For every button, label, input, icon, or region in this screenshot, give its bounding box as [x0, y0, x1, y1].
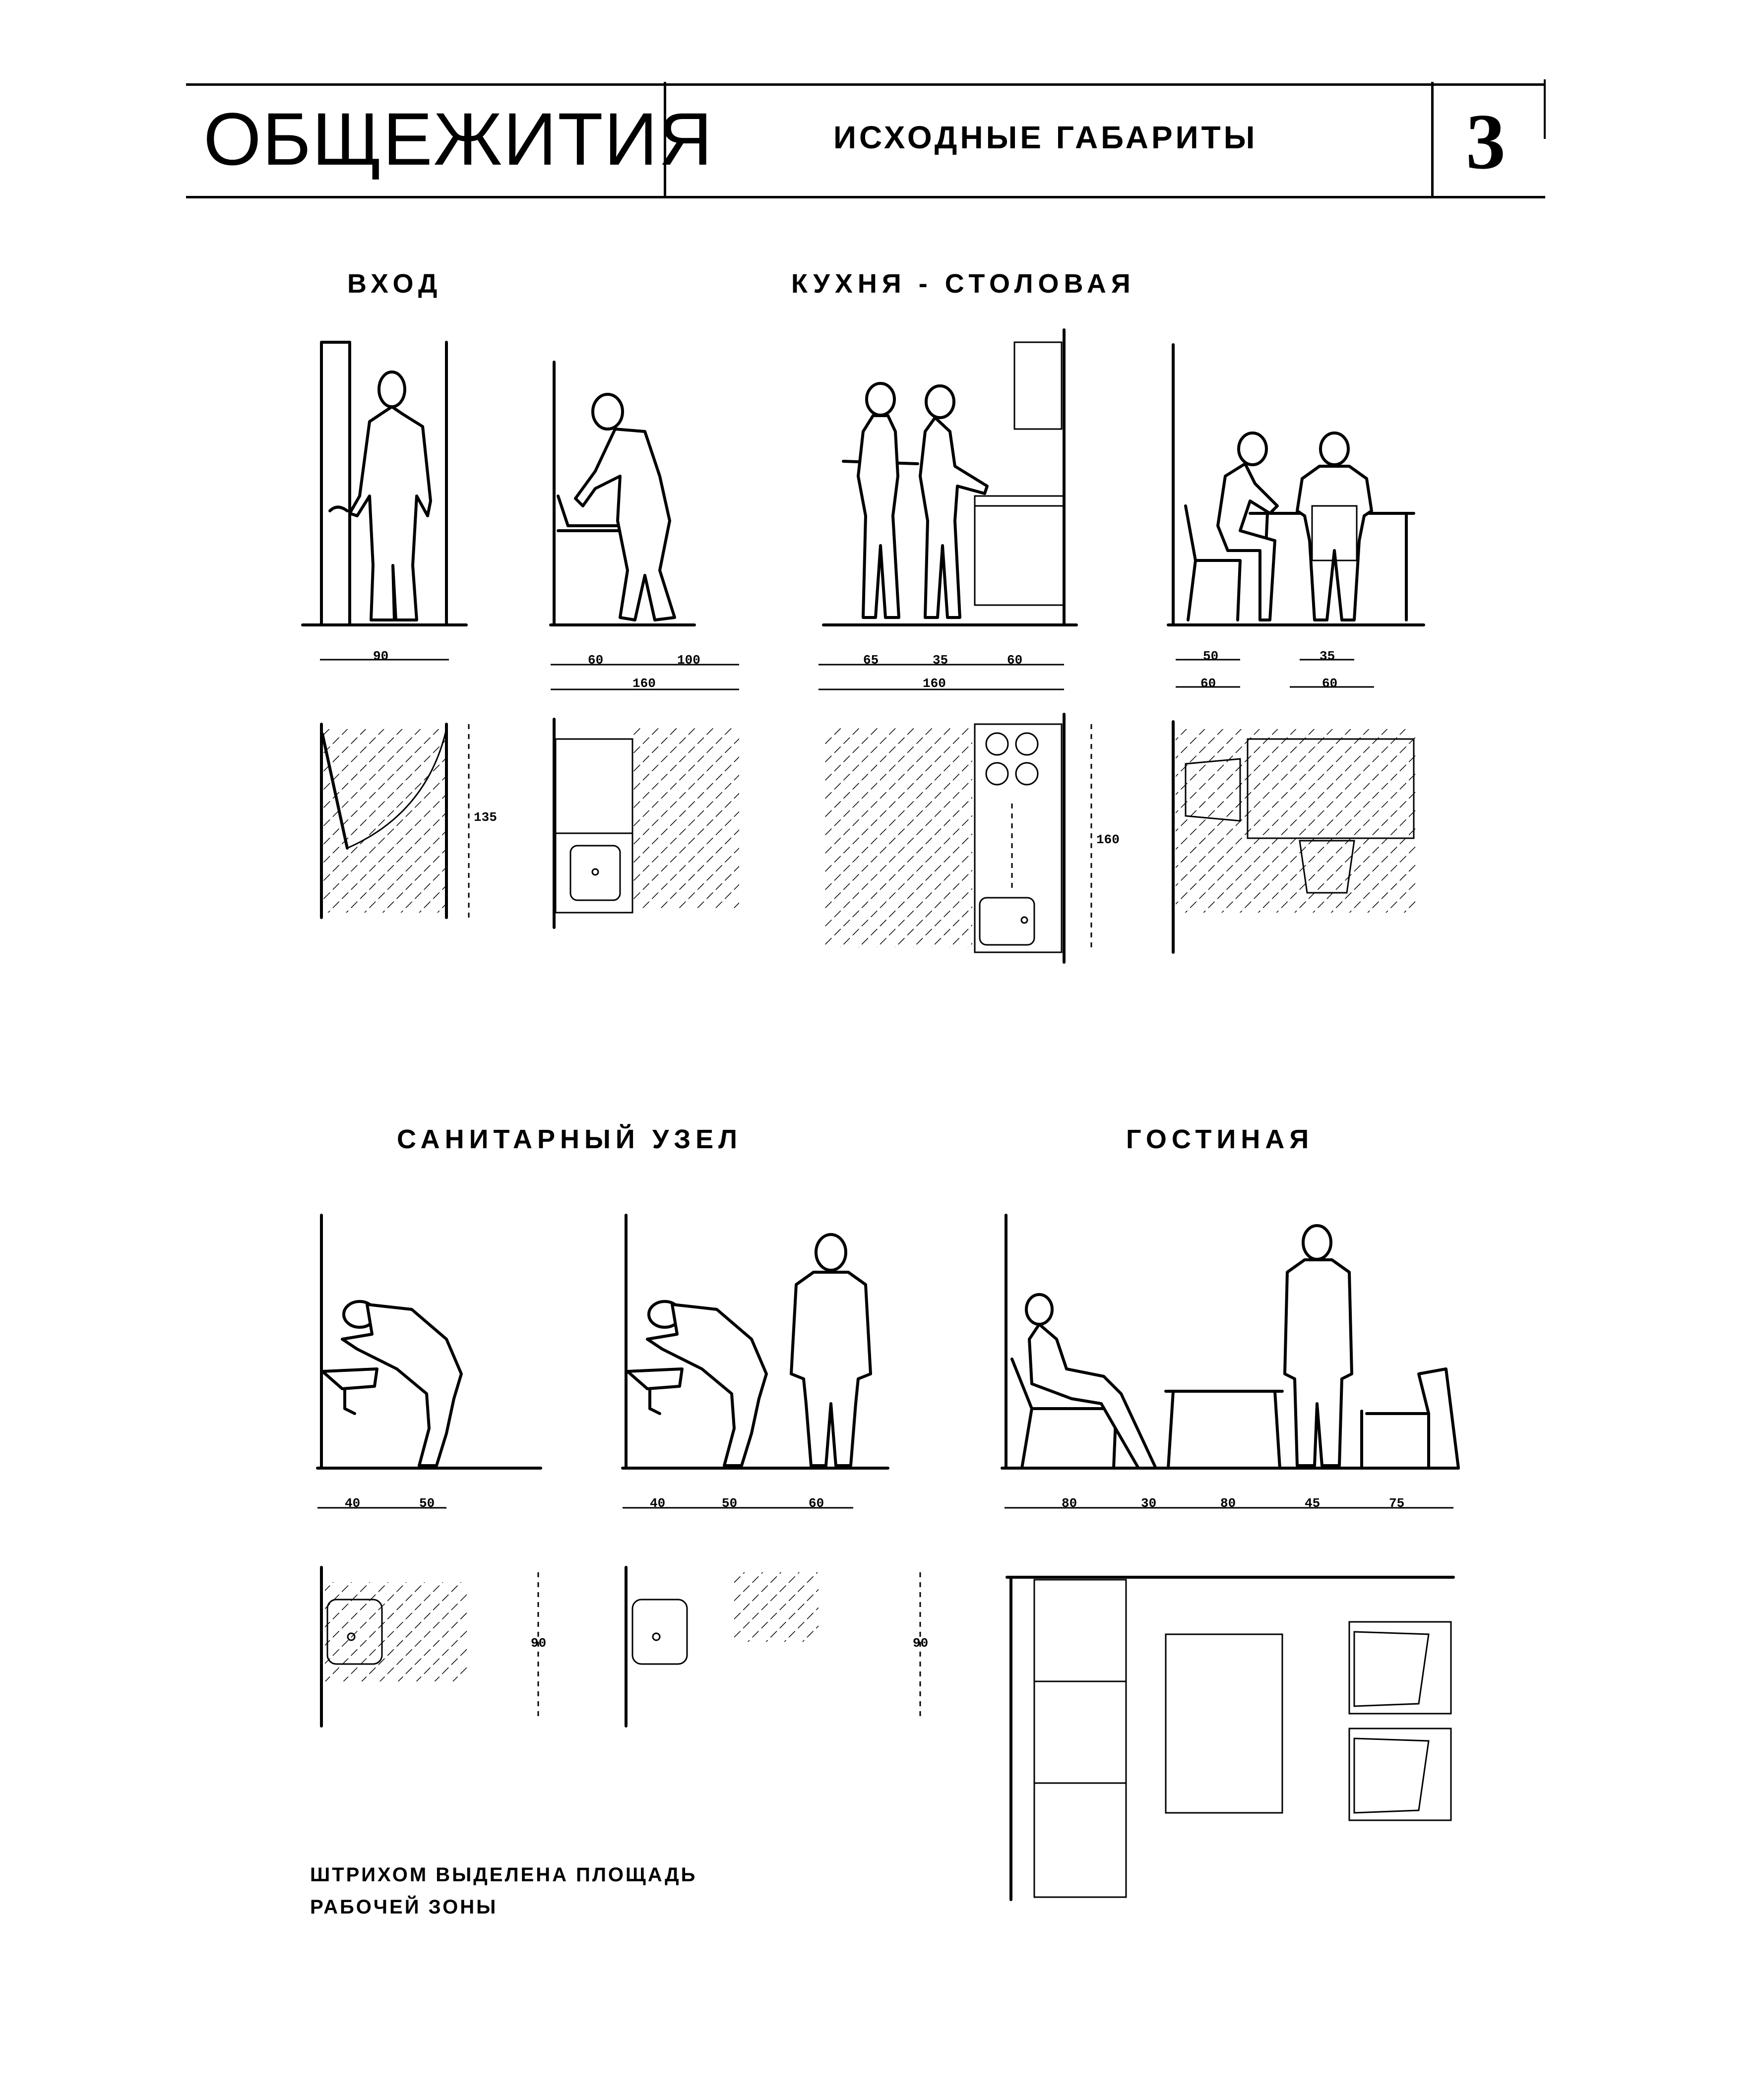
- dimension-label: 35: [1320, 649, 1335, 664]
- dimension-label: 50: [1203, 649, 1219, 664]
- standing-person-figure: [350, 372, 431, 620]
- washing-person-figure: [647, 1301, 766, 1466]
- dimension-label: 90: [913, 1636, 929, 1651]
- sanitary-plan-2: [626, 1567, 920, 1726]
- dimension-label: 160: [632, 676, 656, 691]
- sanitary-elevation-2: [623, 1215, 888, 1468]
- dimension-label: 90: [373, 649, 389, 664]
- dimension-label: 80: [1062, 1496, 1077, 1511]
- dimension-label: 30: [1141, 1496, 1157, 1511]
- dimension-label: 160: [1096, 832, 1120, 847]
- living-plan: [1007, 1577, 1453, 1900]
- section-label-sanitary: САНИТАРНЫЙ УЗЕЛ: [397, 1124, 743, 1154]
- dimension-label: 90: [531, 1636, 547, 1651]
- entrance-plan: [321, 724, 469, 918]
- dimension-label: 60: [1322, 676, 1338, 691]
- dimension-label: 35: [933, 653, 948, 668]
- dimension-label: 40: [650, 1496, 666, 1511]
- dimension-label: 60: [1200, 676, 1216, 691]
- dining-elevation: [1168, 345, 1424, 625]
- standing-person-back-figure: [791, 1235, 871, 1466]
- reclining-person-figure: [1026, 1295, 1156, 1468]
- dimension-label: 40: [345, 1496, 361, 1511]
- seated-person-figure: [1218, 433, 1277, 620]
- legend-note-line2: РАБОЧЕЙ ЗОНЫ: [310, 1896, 498, 1918]
- dimension-label: 100: [677, 653, 700, 668]
- section-label-living: ГОСТИНАЯ: [1126, 1124, 1314, 1154]
- entrance-elevation: [303, 342, 466, 625]
- section-label-entrance: ВХОД: [347, 269, 442, 299]
- section-label-kitchen: КУХНЯ - СТОЛОВАЯ: [791, 269, 1135, 299]
- living-elevation: [1002, 1215, 1458, 1468]
- washing-person-figure: [342, 1301, 461, 1466]
- kitchen-sink-elevation: [551, 362, 694, 625]
- dimension-label: 65: [863, 653, 879, 668]
- woman-cooking-figure: [920, 386, 987, 618]
- sanitary-plan-1: [321, 1567, 538, 1726]
- armchair-right: [1362, 1369, 1458, 1468]
- dimension-label: 45: [1305, 1496, 1321, 1511]
- dimension-label: 80: [1220, 1496, 1236, 1511]
- dimension-label: 160: [923, 676, 946, 691]
- dimension-label: 135: [474, 810, 497, 825]
- woman-with-tray-figure: [858, 383, 899, 618]
- dimension-label: 60: [588, 653, 604, 668]
- dining-plan: [1173, 722, 1416, 952]
- page-title: ОБЩЕЖИТИЯ: [203, 97, 713, 181]
- coffee-table: [1166, 1391, 1282, 1468]
- page-subtitle: ИСХОДНЫЕ ГАБАРИТЫ: [833, 120, 1258, 155]
- dimension-label: 75: [1389, 1496, 1405, 1511]
- dimension-label: 50: [722, 1496, 738, 1511]
- kitchen-stove-elevation: [823, 330, 1076, 625]
- dimension-lines-row1: [320, 660, 1374, 689]
- standing-man-figure: [1285, 1226, 1352, 1466]
- legend-note-line1: ШТРИХОМ ВЫДЕЛЕНА ПЛОЩАДЬ: [310, 1864, 697, 1886]
- stove-plan: [823, 714, 1091, 962]
- bending-person-figure: [575, 394, 675, 620]
- dimension-label: 50: [419, 1496, 435, 1511]
- sink-plan: [554, 719, 739, 927]
- dimension-label: 60: [1007, 653, 1023, 668]
- sanitary-elevation-1: [317, 1215, 541, 1468]
- page-number: 3: [1466, 97, 1506, 185]
- seated-person-back-figure: [1297, 433, 1372, 620]
- dimension-label: 60: [809, 1496, 824, 1511]
